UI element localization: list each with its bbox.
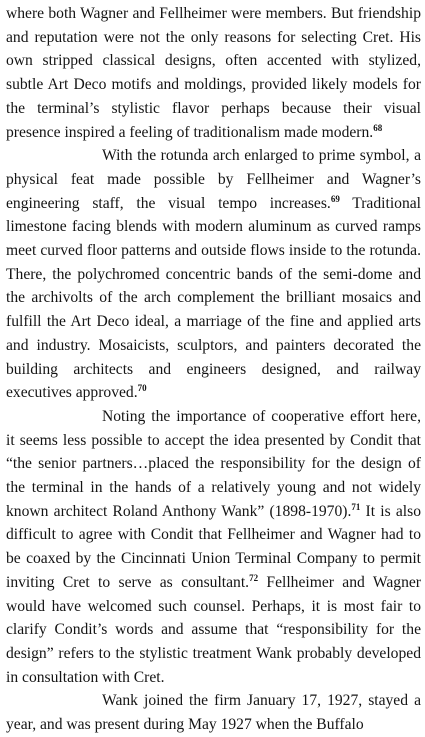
paragraph-4 (6, 689, 421, 736)
text-run: where both Wagner and Fellheimer were members. But friendship and reputation were not the only reasons for selecting Cret. His own stripped classical designs, often accented with stylized, subtle Art Deco motifs and moldings, provided likely models for the terminal’s stylistic flavor perhaps because their visual presence inspired a feeling of traditionalism made modern. (6, 5, 421, 141)
paragraph-3 (6, 405, 421, 689)
document-page (6, 2, 421, 737)
text-run: Wank joined the firm January 17, 1927, stayed a year, and was present during May 1927 when the Buffalo (6, 692, 421, 734)
footnote-ref-72[interactable]: 72 (249, 572, 259, 583)
text-run: Traditional limestone facing blends with modern aluminum as curved ramps meet curved floor patterns and outside flows inside to the rotunda. There, the polychromed concentric bands of the semi-dome and the archivolts of the arch complement the brilliant mosaics and fulfill the Art Deco ideal, a marriage of the fine and applied arts and industry. Mosaicists, sculptors, and painters decorated the building architects and engineers designed, and railway executives approved. (6, 194, 421, 402)
text-run: Fellheimer and Wagner would have welcomed such counsel. Perhaps, it is most fair to clarify Condit’s words and assume that “responsibility for the design” refers to the stylistic treatment Wank probably developed in consultation with Cret. (6, 573, 421, 686)
text-run: It is also difficult to agree with Condit that Fellheimer and Wagner had to be coaxed by the Cincinnati Union Terminal Company to permit inviting Cret to serve as consultant. (6, 502, 421, 591)
footnote-ref-68[interactable]: 68 (373, 122, 383, 133)
paragraph-2 (6, 144, 421, 405)
footnote-ref-71[interactable]: 71 (351, 501, 361, 512)
footnote-ref-69[interactable]: 69 (330, 193, 340, 204)
paragraph-1 (6, 2, 421, 144)
text-run: Noting the importance of cooperative effort here, it seems less possible to accept the idea presented by Condit that “the senior partners…placed the responsibility for the design of the terminal in the hands of a relatively young and not widely known architect Roland Anthony Wank” (1898-1970). (6, 407, 421, 520)
footnote-ref-70[interactable]: 70 (137, 383, 147, 394)
text-run: With the rotunda arch enlarged to prime symbol, a physical feat made possible by Fellheimer and Wagner’s engineering staff, the visual tempo increases. (6, 147, 421, 212)
